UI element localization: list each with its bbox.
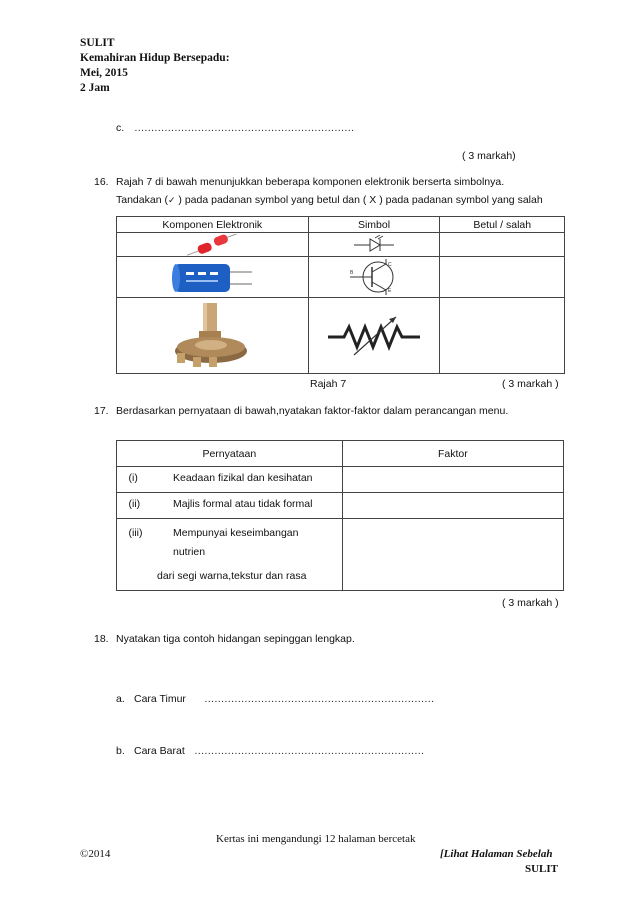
document-header [80,36,230,96]
header-sulit: SULIT [80,37,115,49]
component-cell [117,233,309,257]
q16-line2-pre: Tandakan ( [116,194,168,206]
svg-text:E: E [387,288,392,294]
q16-number: 16. [94,176,109,188]
figure-caption: Rajah 7 [310,378,347,390]
col-betul-salah: Betul / salah [440,217,565,233]
footer-page-count: Kertas ini mengandungi 12 halaman bercetak [216,833,416,845]
q18-a-text: Cara Timur [134,693,186,705]
component-cell [117,298,309,374]
table-row [117,233,565,257]
menu-factor-table [116,440,564,591]
q18-text: Nyatakan tiga contoh hidangan sepinggan lengkap. [116,633,355,645]
symbol-cell [308,298,440,374]
q18-a-answer-line[interactable]: …………………………………………………………… [204,693,434,705]
footer-next-page: [Lihat Halaman Sebelah [440,848,553,860]
row-number: (i) [128,472,138,484]
item-c-answer-line: ………………………………………………………… [134,122,354,134]
table-row [117,467,564,493]
variable-resistor-symbol [324,311,424,361]
q16-line2 [116,194,543,206]
factor-answer-cell[interactable] [342,519,563,591]
q16-marks: ( 3 markah ) [502,378,559,390]
q18-b-answer-line[interactable]: …………………………………………………………… [194,745,424,757]
header-duration: 2 Jam [80,82,110,94]
statement-text: Majlis formal atau tidak formal [173,498,313,510]
q17-text: Berdasarkan pernyataan di bawah,nyatakan faktor-faktor dalam perancangan menu. [116,405,509,417]
row-number: (iii) [128,527,143,539]
table-row [117,298,565,374]
diode-symbol [344,235,404,255]
statement-text-cont: dari segi warna,tekstur dan rasa [157,570,307,582]
statement-text: Keadaan fizikal dan kesihatan [173,472,313,484]
statement-cell [117,467,343,493]
q17-number: 17. [94,405,109,417]
q16-line1: Rajah 7 di bawah menunjukkan beberapa komponen elektronik berserta simbolnya. [116,176,505,188]
col-simbol: Simbol [308,217,440,233]
menu-factor-header [117,441,564,467]
row-number: (ii) [128,498,141,510]
marks-top: ( 3 markah) [462,150,516,162]
q17-marks: ( 3 markah ) [502,597,559,609]
answer-cell[interactable] [440,298,565,374]
symbol-cell [308,233,440,257]
potentiometer-image [167,301,257,371]
statement-cell [117,519,343,591]
col-pernyataan: Pernyataan [117,441,343,467]
factor-answer-cell[interactable] [342,493,563,519]
q18-b-text: Cara Barat [134,745,185,757]
q16-line2-post: ) pada padanan symbol yang betul dan ( X ) pada padanan symbol yang salah [175,194,543,206]
capacitor-image [170,258,254,296]
component-cell [117,257,309,298]
statement-text: Mempunyai keseimbangan [173,527,299,539]
table-row [117,257,565,298]
q18-b-label: b. [116,745,125,757]
svg-text:C: C [387,262,392,268]
svg-text:B: B [349,270,354,276]
q18-number: 18. [94,633,109,645]
header-subject: Kemahiran Hidup Bersepadu: [80,52,230,64]
table-row [117,519,564,591]
item-c-label: c. [116,122,125,134]
answer-cell[interactable] [440,233,565,257]
statement-text-cont: nutrien [173,546,206,558]
answer-cell[interactable] [440,257,565,298]
statement-cell [117,493,343,519]
transistor-symbol [342,258,406,296]
symbol-cell [308,257,440,298]
footer-copyright: ©2014 [80,848,111,860]
tick-icon: ✓ [167,195,176,205]
col-komponen: Komponen Elektronik [117,217,309,233]
led-image [177,234,247,256]
table-row [117,493,564,519]
component-table [116,216,565,374]
component-table-header [117,217,565,233]
q18-a-label: a. [116,693,125,705]
footer-sulit: SULIT [525,863,559,875]
col-faktor: Faktor [342,441,563,467]
factor-answer-cell[interactable] [342,467,563,493]
header-date: Mei, 2015 [80,67,128,79]
